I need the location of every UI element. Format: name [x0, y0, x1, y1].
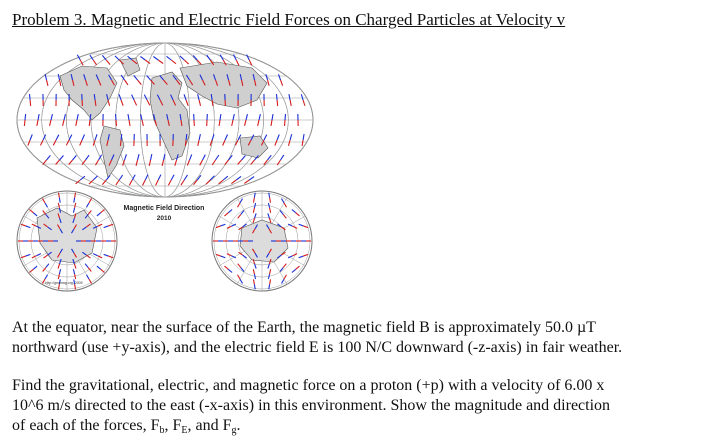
- subscript-g: g: [232, 425, 237, 436]
- paragraph-question: [12, 376, 712, 441]
- text-segment: of each of the forces, F: [12, 417, 160, 434]
- field-arrow-north-half: [25, 114, 26, 120]
- field-arrow-north-half: [30, 94, 31, 100]
- field-arrow-north-half: [186, 134, 187, 140]
- paragraph-field-conditions: [12, 318, 712, 358]
- magnetic-field-map-figure: [12, 38, 322, 296]
- map-caption-title: Magnetic Field Direction: [124, 205, 205, 212]
- paragraph-line: northward (use +y-axis), and the electric field E is 100 N/C downward (-z-axis) in fair weather.: [12, 338, 712, 358]
- field-arrow-south-half: [89, 120, 90, 126]
- south-polar-map: [212, 191, 312, 291]
- map-caption-year: 2010: [157, 215, 172, 222]
- field-arrow-north-half: [277, 94, 278, 100]
- text-segment: , and F: [188, 417, 232, 434]
- subscript-e: E: [181, 425, 187, 436]
- paragraph-line: At the equator, near the surface of the Earth, the magnetic field B is approximately 50.0 µT: [12, 318, 712, 338]
- paragraph-line: 10^6 m/s directed to the east (-x-axis) in this environment. Show the magnitude and direction: [12, 396, 712, 416]
- field-arrow-north-half: [121, 134, 122, 140]
- map-svg: [12, 38, 322, 296]
- paragraph-line-forces: [12, 416, 712, 441]
- text-segment: , F: [165, 417, 182, 434]
- field-arrow-south-half: [120, 140, 121, 146]
- field-arrow-south-half: [277, 100, 278, 106]
- map-credit: http://geomag.org, 2005: [45, 281, 82, 285]
- paragraph-line: Find the gravitational, electric, and magnetic force on a proton (+p) with a velocity of 6.00 x: [12, 376, 712, 396]
- field-arrow-south-half: [24, 120, 25, 126]
- world-map: [17, 43, 313, 197]
- field-arrow-south-half: [30, 100, 31, 106]
- text-segment: .: [237, 417, 241, 434]
- north-polar-map: [17, 191, 117, 291]
- field-arrow-north-half: [90, 114, 91, 120]
- subscript-b: b: [160, 425, 165, 436]
- field-arrow-south-half: [185, 140, 186, 146]
- problem-title: Problem 3. Magnetic and Electric Field Forces on Charged Particles at Velocity v: [12, 10, 565, 30]
